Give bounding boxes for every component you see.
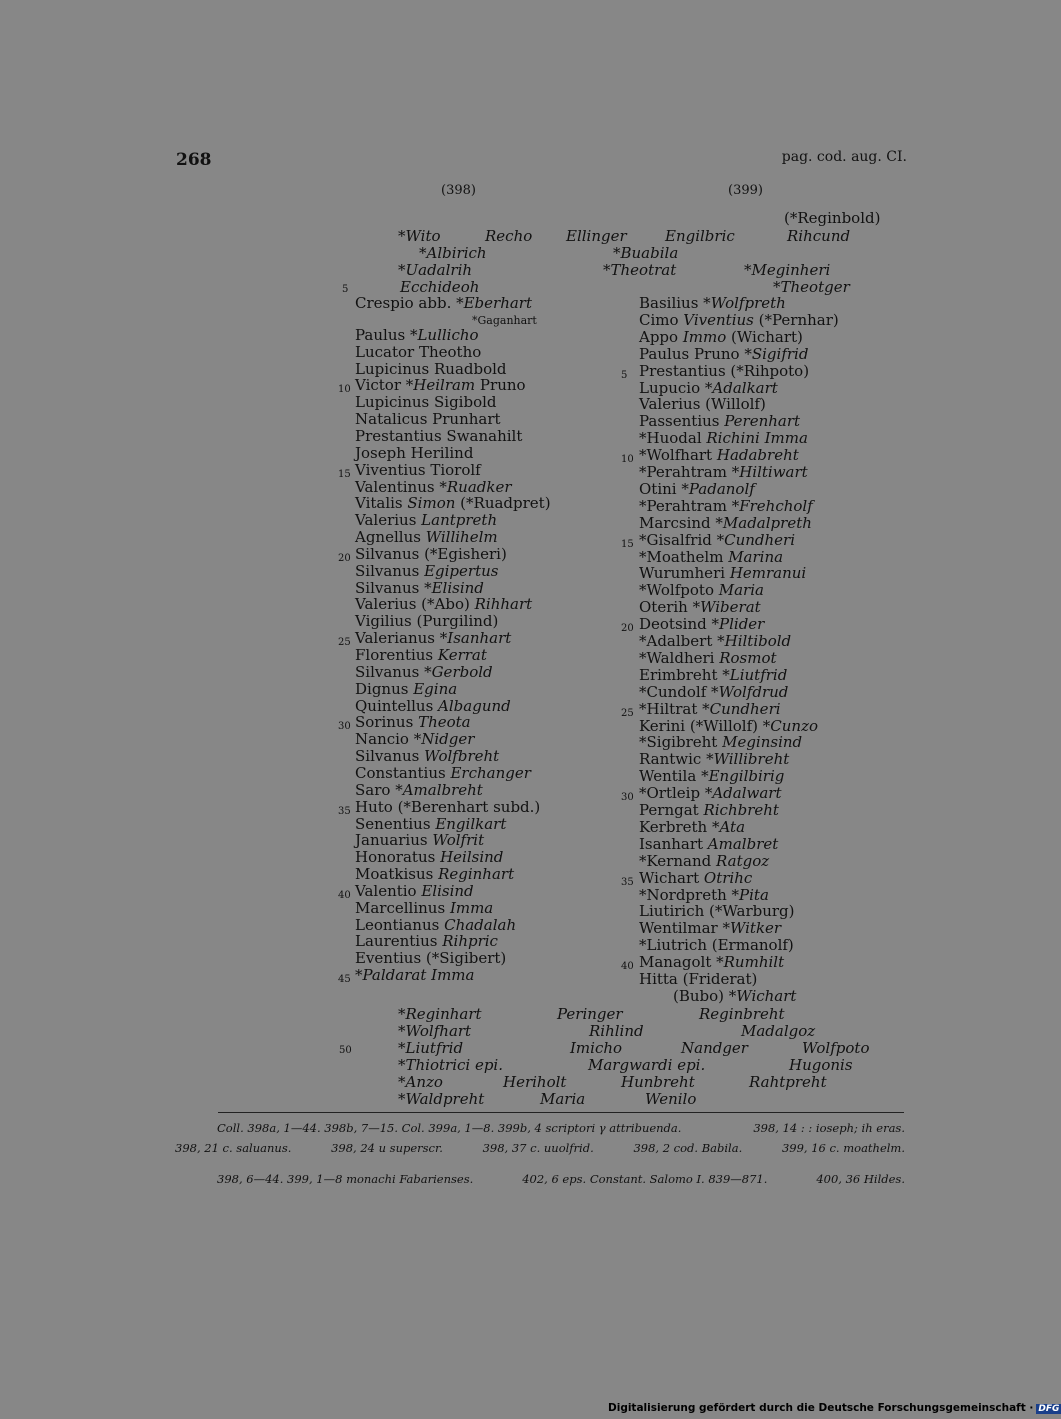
name-line [355, 900, 493, 917]
name-text: Oterih *Wiberat [639, 598, 761, 617]
line-number: 35 [338, 805, 351, 817]
name-entry: Engilbric [665, 227, 735, 245]
name-line [639, 751, 789, 768]
footnote-line-3 [217, 1172, 905, 1186]
name-text: *Kernand Ratgoz [639, 851, 770, 870]
name-line [639, 498, 813, 515]
name-line [639, 718, 818, 735]
name-line [355, 428, 522, 445]
name-entry: *Theotrat [603, 261, 677, 279]
name-text: Florentius Kerrat [355, 646, 487, 664]
name-line [338, 376, 526, 396]
page-number: 268 [176, 150, 212, 170]
line-number: 40 [338, 889, 351, 901]
name-text: Leontianus Chadalah [355, 915, 517, 934]
name-text: *Gisalfrid *Cundheri [639, 530, 796, 549]
name-entry: Heriholt [503, 1073, 567, 1091]
name-line [639, 396, 766, 413]
name-line [639, 650, 777, 667]
name-line [355, 832, 484, 849]
line-number: 5 [621, 369, 628, 381]
name-text: *Gaganhart [472, 313, 537, 327]
name-line [639, 887, 769, 904]
line-number: 50 [339, 1045, 352, 1056]
name-text: Otini *Padanolf [639, 479, 755, 498]
name-entry: *Reginhart [398, 1005, 482, 1023]
name-entry: *Waldpreht [398, 1090, 485, 1108]
name-line [355, 681, 457, 698]
name-text: Saro *Amalbreht [355, 780, 483, 799]
footnote-item: 402, 6 eps. Constant. Salomo I. 839—871. [522, 1172, 768, 1186]
name-line [639, 802, 779, 819]
dfg-funding-banner [608, 1402, 1061, 1414]
footnote-item: 398, 2 cod. Babila. [633, 1141, 743, 1155]
footnote-rule [218, 1112, 904, 1113]
name-line [472, 312, 537, 329]
name-line [621, 699, 781, 719]
left-column-heading: (398) [441, 183, 476, 198]
line-number: 45 [338, 974, 351, 986]
name-text: Nancio *Nidger [355, 730, 475, 749]
name-text: Valerius (*Abo) Rihhart [355, 595, 533, 614]
footnote-item: 398, 24 u superscr. [331, 1141, 443, 1155]
name-line [355, 327, 479, 344]
name-line [355, 295, 532, 312]
line-number: 5 [342, 284, 349, 295]
running-title: pag. cod. aug. CI. [781, 149, 907, 165]
name-line [355, 698, 511, 715]
name-entry: *Wito [398, 227, 441, 245]
name-line [639, 836, 778, 853]
line-number: 10 [621, 454, 634, 466]
name-line [639, 819, 745, 836]
name-text: *Waldheri Rosmot [639, 648, 777, 667]
name-entry: Madalgoz [741, 1022, 816, 1040]
name-line [621, 784, 782, 804]
name-line [621, 615, 765, 635]
name-line [639, 515, 812, 532]
name-line [639, 464, 808, 481]
name-line [338, 460, 481, 480]
name-entry: *Buabila [613, 244, 679, 262]
name-entry: Rahtpreht [749, 1073, 827, 1091]
name-text: *Paldarat Imma [355, 966, 475, 985]
name-text: Basilius *Wolfpreth [639, 294, 786, 312]
name-line [355, 596, 532, 613]
name-line [639, 380, 778, 397]
name-line [355, 731, 474, 748]
name-line [355, 512, 497, 529]
name-text: Valerius Lantpreth [355, 511, 498, 530]
name-line [639, 565, 806, 582]
name-line [639, 667, 787, 684]
name-line [355, 580, 484, 597]
name-line [639, 346, 808, 363]
name-text: Valerius (Willolf) [639, 395, 766, 414]
name-line [355, 664, 493, 681]
name-line [639, 920, 781, 937]
name-text: Moatkisus Reginhart [355, 865, 515, 884]
line-number: 20 [338, 552, 351, 564]
dfg-logo: DFG [1038, 1404, 1060, 1414]
name-line [355, 748, 499, 765]
name-line [355, 495, 551, 512]
name-line [355, 479, 512, 496]
name-line [355, 344, 481, 361]
name-text: Natalicus Prunhart [355, 410, 501, 429]
name-line [639, 582, 764, 599]
footnote-line-2 [175, 1141, 905, 1155]
name-text: Silvanus Egipertus [355, 561, 499, 580]
name-text: Viventius Tiorolf [355, 460, 481, 479]
line-number: 25 [621, 707, 634, 719]
name-text: Vitalis Simon (*Ruadpret) [355, 494, 551, 513]
name-text: *Adalbert *Hiltibold [639, 632, 792, 650]
name-line [338, 966, 475, 986]
name-entry: Rihlind [589, 1022, 644, 1040]
name-line [355, 782, 483, 799]
line-number: 15 [338, 468, 351, 480]
name-entry: Rihcund [787, 227, 851, 245]
name-text: Silvanus *Gerbold [355, 662, 493, 681]
footnote-item: 400, 36 Hildes. [816, 1172, 905, 1186]
name-line [355, 647, 487, 664]
name-text: Cimo Viventius (*Pernhar) [639, 310, 839, 329]
name-text: *Cundolf *Wolfdrud [639, 682, 789, 701]
footnote-item: 398, 21 c. saluanus. [175, 1141, 292, 1155]
name-line [639, 549, 783, 566]
name-entry: Peringer [557, 1005, 623, 1023]
name-text: Managolt *Rumhilt [639, 953, 785, 972]
name-text: *Wolfhart Hadabreht [639, 446, 799, 465]
name-text: *Hiltrat *Cundheri [639, 699, 781, 718]
name-text: Paulus *Lullicho [355, 325, 479, 344]
name-text: Sorinus Theota [355, 713, 471, 732]
name-line [639, 312, 839, 329]
name-entry: Nandger [681, 1039, 748, 1057]
name-text: Eventius (*Sigibert) [355, 949, 507, 968]
name-entry: *Anzo [398, 1073, 443, 1091]
name-text: Perngat Richbreht [639, 801, 779, 819]
name-text: Valentio Elisind [355, 881, 474, 900]
name-line [639, 599, 761, 616]
line-number: 20 [621, 623, 634, 635]
name-text: Kerini (*Willolf) *Cunzo [639, 716, 819, 735]
name-entry: *Thiotrici epi. [398, 1056, 503, 1074]
name-text: Lucator Theotho [355, 342, 482, 361]
name-line [355, 933, 498, 950]
name-text: *Perahtram *Frehcholf [639, 496, 813, 515]
name-entry: Hunbreht [621, 1073, 695, 1091]
name-text: *Sigibreht Meginsind [639, 733, 803, 752]
name-line [621, 446, 799, 466]
name-text: Silvanus (*Egisheri) [355, 544, 507, 563]
name-entry: Imicho [570, 1039, 623, 1057]
name-text: Appo Immo (Wichart) [639, 327, 803, 346]
name-line [355, 411, 501, 428]
name-text: Wichart Otrihc [639, 868, 753, 887]
name-text: (Bubo) *Wichart [673, 986, 797, 1005]
name-entry: Margwardi epi. [588, 1056, 706, 1074]
name-text: Quintellus Albagund [355, 696, 511, 715]
name-line [355, 361, 507, 378]
line-number: 40 [621, 961, 634, 973]
name-text: Passentius Perenhart [639, 412, 801, 431]
name-text: *Moathelm Marina [639, 547, 784, 566]
name-text: Vigilius (Purgilind) [355, 612, 499, 631]
name-entry: Ellinger [566, 227, 627, 245]
name-line [355, 849, 503, 866]
name-line [338, 544, 507, 564]
name-line [639, 430, 808, 447]
name-text: *Ortleip *Adalwart [639, 784, 782, 803]
name-entry: (*Reginbold) [784, 209, 881, 227]
name-text: Isanhart Amalbret [639, 834, 779, 853]
name-text: *Wolfpoto Maria [639, 581, 764, 600]
name-entry: *Albirich [419, 244, 487, 262]
name-text: Marcellinus Imma [355, 898, 494, 917]
name-text: Rantwic *Willibreht [639, 750, 790, 769]
line-number: 30 [621, 792, 634, 804]
name-text: *Nordpreth *Pita [639, 885, 769, 904]
name-entry: Recho [485, 227, 533, 245]
name-text: Valerianus *Isanhart [355, 629, 512, 648]
name-line [355, 765, 531, 782]
name-line [673, 988, 796, 1005]
name-line [355, 613, 498, 630]
name-line [639, 937, 794, 954]
name-line [355, 950, 506, 967]
name-line [355, 563, 498, 580]
line-number: 35 [621, 876, 634, 888]
name-text: Dignus Egina [355, 679, 458, 698]
line-number: 25 [338, 637, 351, 649]
dfg-banner-text: Digitalisierung gefördert durch die Deutsche Forschungsgemeinschaft · [608, 1402, 1034, 1414]
name-text: Prestantius Swanahilt [355, 426, 523, 445]
name-entry: *Meginheri [744, 261, 831, 279]
name-text: Laurentius Rihpric [355, 932, 498, 951]
name-line [639, 329, 803, 346]
name-text: Huto (*Berenhart subd.) [355, 797, 541, 816]
name-line [639, 734, 802, 751]
name-text: Senentius Engilkart [355, 814, 507, 833]
name-text: Erimbreht *Liutfrid [639, 665, 788, 684]
name-line [621, 868, 753, 888]
name-entry: *Wolfhart [398, 1022, 472, 1040]
footnote-item: 399, 16 c. moathelm. [781, 1141, 905, 1155]
name-text: Constantius Erchanger [355, 763, 531, 782]
name-entry: Ecchideoh [400, 278, 480, 296]
name-line [355, 529, 498, 546]
name-text: Joseph Herilind [355, 443, 474, 462]
name-line [621, 361, 810, 381]
name-line [355, 445, 473, 462]
name-text: Prestantius (*Rihpoto) [639, 361, 810, 380]
name-text: *Huodal Richini Imma [639, 429, 808, 448]
name-text: Lupicinus Sigibold [355, 393, 497, 412]
line-number: 10 [338, 384, 351, 396]
name-text: Valentinus *Ruadker [355, 477, 512, 496]
name-line [338, 881, 474, 901]
name-line [355, 394, 497, 411]
name-text: Lupicinus Ruadbold [355, 359, 507, 378]
name-entry: Maria [540, 1090, 586, 1108]
name-entry: *Uadalrih [398, 261, 473, 279]
name-text: Agnellus Willihelm [355, 528, 498, 547]
name-text: *Liutrich (Ermanolf) [639, 936, 794, 955]
name-text: Silvanus *Elisind [355, 578, 484, 597]
name-line [639, 413, 800, 430]
name-line [639, 853, 769, 870]
name-line [639, 633, 791, 650]
name-entry: Wenilo [645, 1090, 697, 1108]
name-entry: Hugonis [789, 1056, 853, 1074]
name-line [639, 903, 795, 920]
name-entry: Wolfpoto [802, 1039, 870, 1057]
name-line [639, 481, 755, 498]
footnote-item: 398, 37 c. uuolfrid. [482, 1141, 594, 1155]
name-text: Kerbreth *Ata [639, 817, 746, 836]
name-text: Crespio abb. *Eberhart [355, 294, 533, 312]
name-text: Paulus Pruno *Sigifrid [639, 344, 809, 363]
name-line [355, 917, 516, 934]
name-line [355, 816, 506, 833]
name-text: Wentila *Engilbirig [639, 767, 785, 786]
name-text: Victor *Heilram Pruno [355, 376, 526, 395]
name-line [639, 971, 757, 988]
footnote-line-1: Coll. 398a, 1—44. 398b, 7—15. Col. 399a, 1—8. 399b, 4 scriptori γ attribuenda. [217, 1121, 682, 1135]
name-line [639, 684, 788, 701]
name-line [338, 797, 541, 817]
name-text: Januarius Wolfrit [355, 831, 485, 850]
name-entry: *Theotger [773, 278, 850, 296]
footnote-line-1-right: 398, 14 : : ioseph; ih eras. [753, 1121, 905, 1135]
name-entry: Reginbreht [699, 1005, 785, 1023]
name-text: Wentilmar *Witker [639, 919, 782, 938]
name-text: Lupucio *Adalkart [639, 378, 778, 397]
line-number: 30 [338, 721, 351, 733]
name-text: Hitta (Friderat) [639, 970, 758, 988]
name-line [355, 866, 514, 883]
name-line [639, 295, 786, 312]
name-text: Marcsind *Madalpreth [639, 513, 812, 532]
name-text: *Perahtram *Hiltiwart [639, 463, 808, 481]
name-text: Deotsind *Plider [639, 615, 765, 634]
name-line [639, 768, 784, 785]
name-text: Liutirich (*Warburg) [639, 902, 795, 921]
name-line [621, 530, 796, 550]
name-text: Silvanus Wolfbreht [355, 747, 500, 766]
name-entry: *Liutfrid [398, 1039, 464, 1057]
name-line [338, 713, 471, 733]
line-number: 15 [621, 538, 634, 550]
name-line [621, 953, 785, 973]
name-text: Honoratus Heilsind [355, 848, 504, 867]
name-line [338, 629, 512, 649]
name-text: Wurumheri Hemranui [639, 564, 807, 583]
footnote-item: 398, 6—44. 399, 1—8 monachi Fabarienses. [217, 1172, 474, 1186]
right-column-heading: (399) [728, 183, 763, 198]
